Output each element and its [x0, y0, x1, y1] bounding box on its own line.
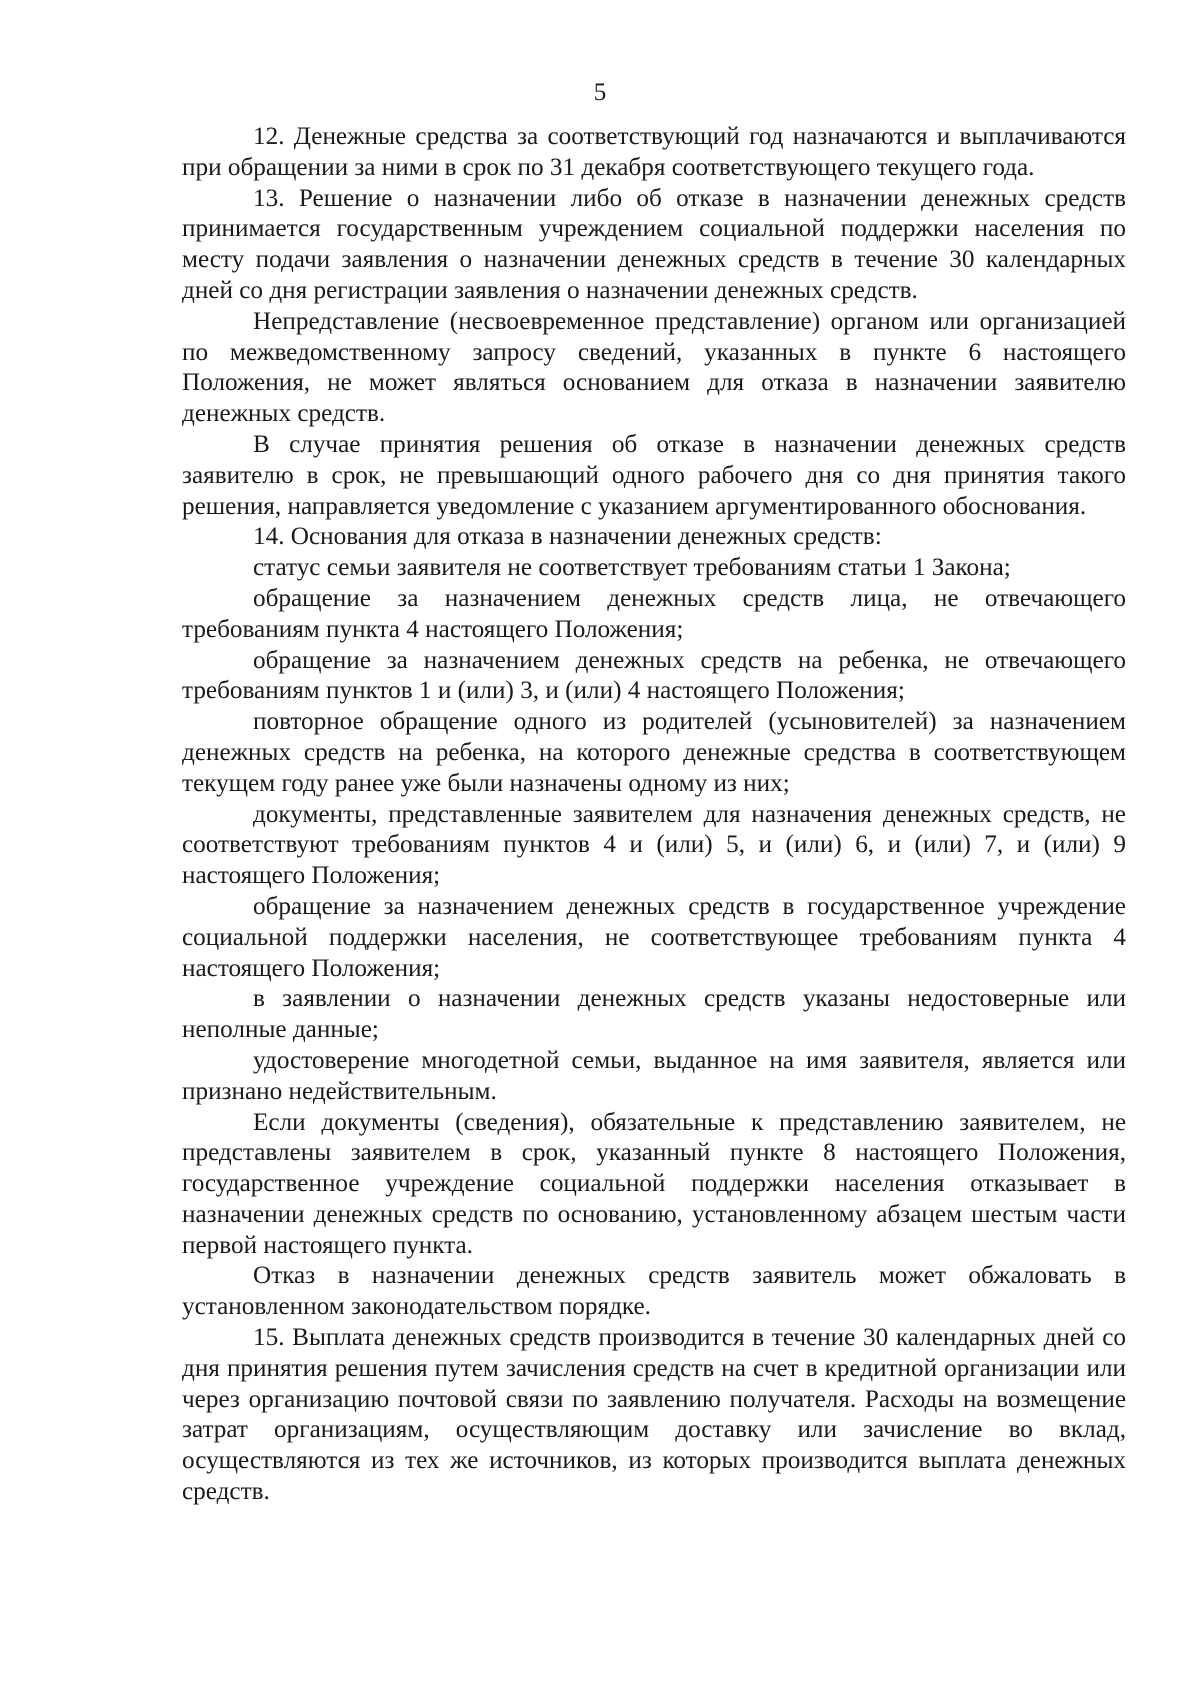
paragraph-14-documents-not-submitted: Если документы (сведения), обязательные к представлению заявителем, не представлены заявителем в срок, указанный пункте 8 настоящего Положения, государственное учреждение социальной поддержки населения отказывает в назначении денежных средств по основанию, установленному абзацем шестым части первой настоящего пункта.: [182, 1108, 1126, 1259]
paragraph-13-refusal-notice: В случае принятия решения об отказе в назначении денежных средств заявителю в срок, не превышающий одного рабочего дня со дня принятия такого решения, направляется уведомление с указанием аргументированного обоснования.: [182, 430, 1126, 520]
paragraph-12: 12. Денежные средства за соответствующий год назначаются и выплачиваются при обращении за ними в срок по 31 декабря соответствующего текущего года.: [182, 123, 1126, 181]
paragraph-14-appeal: Отказ в назначении денежных средств заявитель может обжаловать в установленном законодательством порядке.: [182, 1262, 1126, 1321]
paragraph-13: 13. Решение о назначении либо об отказе в назначении денежных средств принимается государственным учреждением социальной поддержки населения по месту подачи заявления о назначении денежных средств в течение 30 календарных дней со дня регистрации заявления о назначении денежных средств.: [182, 184, 1126, 304]
document-body: [182, 122, 1126, 1508]
refusal-ground-item: повторное обращение одного из родителей (усыновителей) за назначением денежных средств на ребенка, на которого денежные средства в соответствующем текущем году ранее уже были назначены одному из них;: [182, 708, 1126, 797]
refusal-ground-item: удостоверение многодетной семьи, выданное на имя заявителя, является или признано недействительным.: [182, 1046, 1126, 1105]
page-number: 5: [593, 79, 607, 106]
refusal-ground-item: в заявлении о назначении денежных средств указаны недостоверные или неполные данные;: [182, 985, 1126, 1044]
refusal-ground-item: статус семьи заявителя не соответствует требованиям статьи 1 Закона;: [253, 554, 1011, 582]
paragraph-15: 15. Выплата денежных средств производится в течение 30 календарных дней со дня принятия решения путем зачисления средств на счет в кредитной организации или через организацию почтовой связи по заявлению получателя. Расходы на возмещение затрат организациям, осуществляющим доставку или зачисление во вклад, осуществляются из тех же источников, из которых производится выплата денежных средств.: [182, 1324, 1126, 1506]
paragraph-13-non-submission: Непредставление (несвоевременное представление) органом или организацией по межведомственному запросу сведений, указанных в пункте 6 настоящего Положения, не может являться основанием для отказа в назначении заявителю денежных средств.: [182, 307, 1126, 428]
refusal-ground-item: документы, представленные заявителем для назначения денежных средств, не соответствуют требованиям пунктов 4 и (или) 5, и (или) 6, и (или) 7, и (или) 9 настоящего Положения;: [182, 800, 1126, 890]
paragraph-14: 14. Основания для отказа в назначении денежных средств:: [253, 523, 882, 551]
refusal-ground-item: обращение за назначением денежных средств на ребенка, не отвечающего требованиям пунктов 1 и (или) 3, и (или) 4 настоящего Положения;: [182, 646, 1126, 705]
refusal-ground-item: обращение за назначением денежных средств лица, не отвечающего требованиям пункта 4 настоящего Положения;: [182, 584, 1126, 643]
refusal-ground-item: обращение за назначением денежных средств в государственное учреждение социальной поддержки населения, не соответствующее требованиям пункта 4 настоящего Положения;: [182, 892, 1126, 982]
